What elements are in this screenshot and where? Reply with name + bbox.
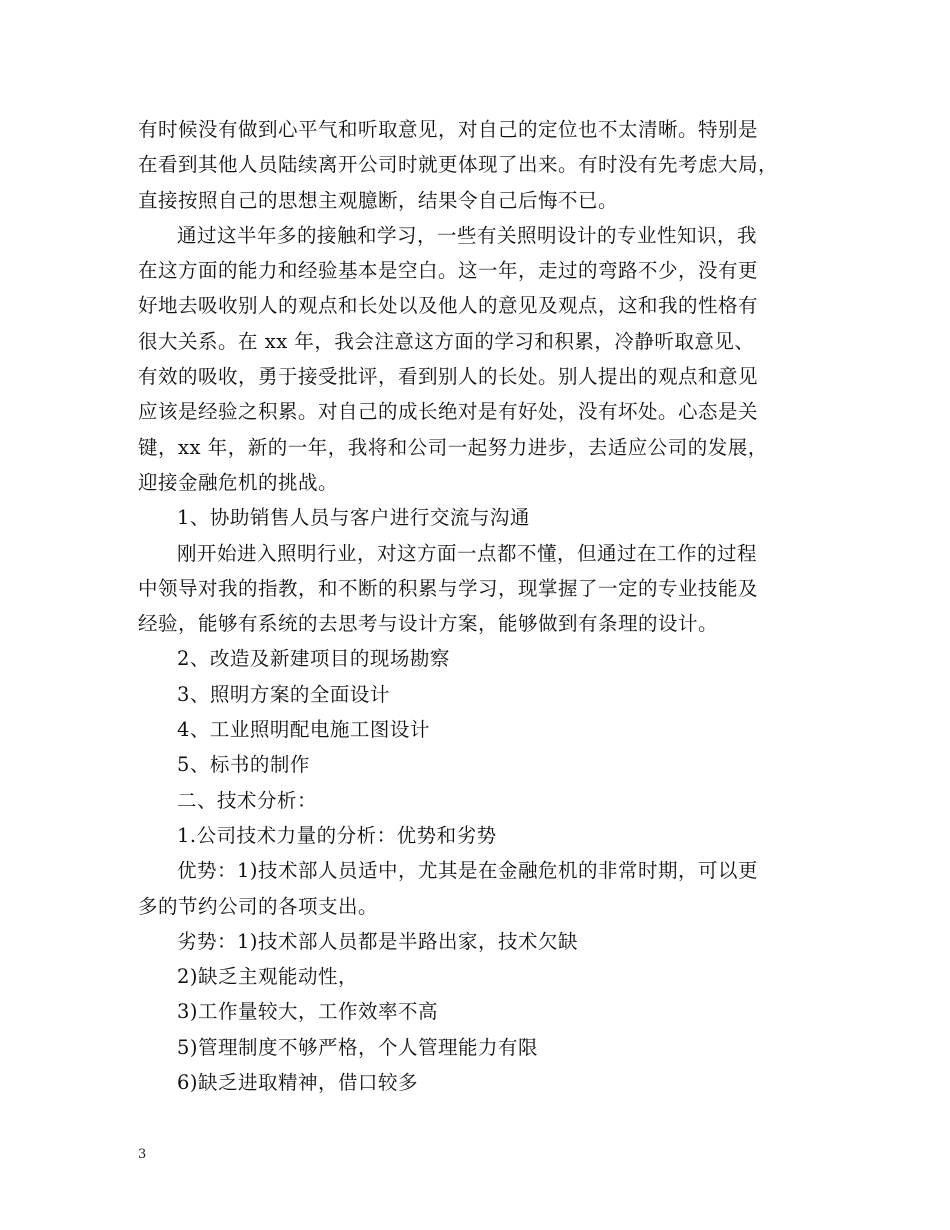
text-line: 有时候没有做到心平气和听取意见，对自己的定位也不太清晰。特别是 bbox=[138, 118, 759, 141]
text-line: 直接按照自己的思想主观臆断，结果令自己后悔不已。 bbox=[138, 188, 619, 212]
text-line: 多的节约公司的各项支出。 bbox=[138, 894, 379, 918]
text-line: 2、改造及新建项目的现场勘察 bbox=[177, 647, 450, 671]
text-line: 在这方面的能力和经验基本是空白。这一年，走过的弯路不少，没有更 bbox=[138, 259, 759, 283]
text-line: 5、标书的制作 bbox=[177, 753, 310, 777]
document-body bbox=[138, 112, 828, 1100]
text-line: 二、技术分析： bbox=[177, 788, 318, 812]
text-line: 3)工作量较大，工作效率不高 bbox=[177, 1000, 439, 1024]
text-line: 2)缺乏主观能动性， bbox=[177, 965, 359, 989]
text-line: 迎接金融危机的挑战。 bbox=[138, 470, 339, 494]
text-line: 3、照明方案的全面设计 bbox=[177, 682, 390, 706]
text-line: 刚开始进入照明行业，对这方面一点都不懂，但通过在工作的过程 bbox=[177, 541, 758, 565]
text-line: 在看到其他人员陆续离开公司时就更体现了出来。有时没有先考虑大局， bbox=[138, 153, 779, 177]
text-line: 中领导对我的指教，和不断的积累与学习，现掌握了一定的专业技能及 bbox=[138, 576, 759, 600]
text-line: 1.公司技术力量的分析：优势和劣势 bbox=[177, 823, 497, 847]
text-line: 优势：1)技术部人员适中，尤其是在金融危机的非常时期，可以更 bbox=[177, 859, 759, 883]
text-line: 键，xx 年，新的一年，我将和公司一起努力进步，去适应公司的发展， bbox=[138, 435, 768, 459]
text-line: 有效的吸收，勇于接受批评，看到别人的长处。别人提出的观点和意见 bbox=[138, 365, 759, 389]
text-line: 很大关系。在 xx 年，我会注意这方面的学习和积累，冷静听取意见、 bbox=[138, 329, 755, 353]
text-line: 4、工业照明配电施工图设计 bbox=[177, 718, 430, 742]
text-line: 应该是经验之积累。对自己的成长绝对是有好处，没有坏处。心态是关 bbox=[138, 400, 759, 424]
text-line: 5)管理制度不够严格，个人管理能力有限 bbox=[177, 1035, 539, 1059]
text-line: 经验，能够有系统的去思考与设计方案，能够做到有条理的设计。 bbox=[138, 612, 719, 636]
text-line: 通过这半年多的接触和学习，一些有关照明设计的专业性知识，我 bbox=[177, 223, 758, 247]
text-line: 劣势：1)技术部人员都是半路出家，技术欠缺 bbox=[177, 929, 579, 953]
text-line: 1、协助销售人员与客户进行交流与沟通 bbox=[177, 506, 530, 530]
text-line: 好地去吸收别人的观点和长处以及他人的意见及观点，这和我的性格有 bbox=[138, 294, 759, 318]
page-number: 3 bbox=[138, 1147, 147, 1162]
text-line: 6)缺乏进取精神，借口较多 bbox=[177, 1071, 419, 1095]
